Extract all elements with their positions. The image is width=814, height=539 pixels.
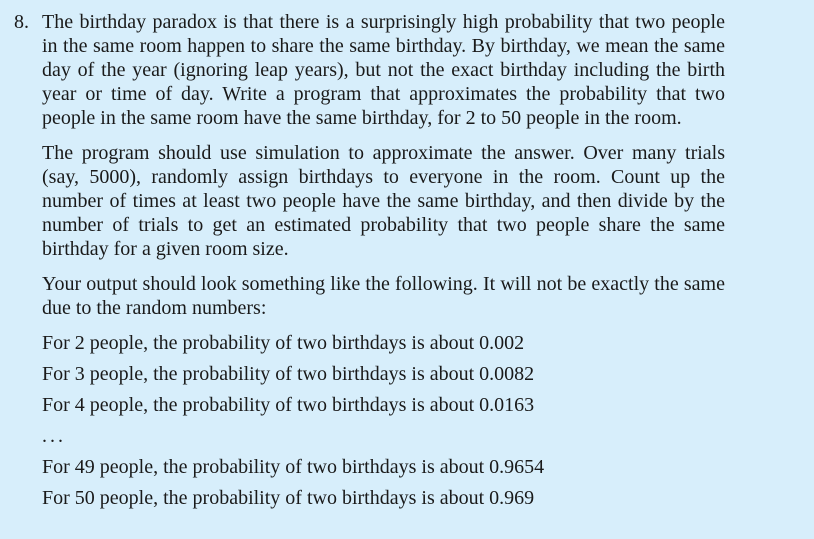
output-line: For 2 people, the probability of two birthdays is about 0.002 <box>42 332 525 354</box>
output-line: For 3 people, the probability of two birthdays is about 0.0082 <box>42 363 535 385</box>
exercise-body <box>42 10 725 517</box>
paragraph-simulation: The program should use simulation to approximate the answer. Over many trials (say, 5000), randomly assign birthdays to everyone in the room. Count up the number of times at least two people have the same birthday, and then divide by the number of trials to get an estimated probability that two people share the same birthday for a given room size. <box>42 142 725 260</box>
output-line: For 4 people, the probability of two birthdays is about 0.0163 <box>42 394 535 416</box>
output-line: For 50 people, the probability of two birthdays is about 0.969 <box>42 487 535 509</box>
paragraph-output-note: Your output should look something like the following. It will not be exactly the same due to the random numbers: <box>42 273 725 319</box>
exercise-number: 8. <box>14 11 29 33</box>
output-ellipsis: ... <box>42 425 66 447</box>
output-line: For 49 people, the probability of two birthdays is about 0.9654 <box>42 456 545 478</box>
paragraph-intro: The birthday paradox is that there is a surprisingly high probability that two people in the same room happen to share the same birthday. By birthday, we mean the same day of the year (ignoring leap years), but not the exact birthday including the birth year or time of day. Write a program that approximates the probability that two people in the same room have the same birthday, for 2 to 50 people in the room. <box>42 11 725 129</box>
sample-output <box>42 331 725 517</box>
